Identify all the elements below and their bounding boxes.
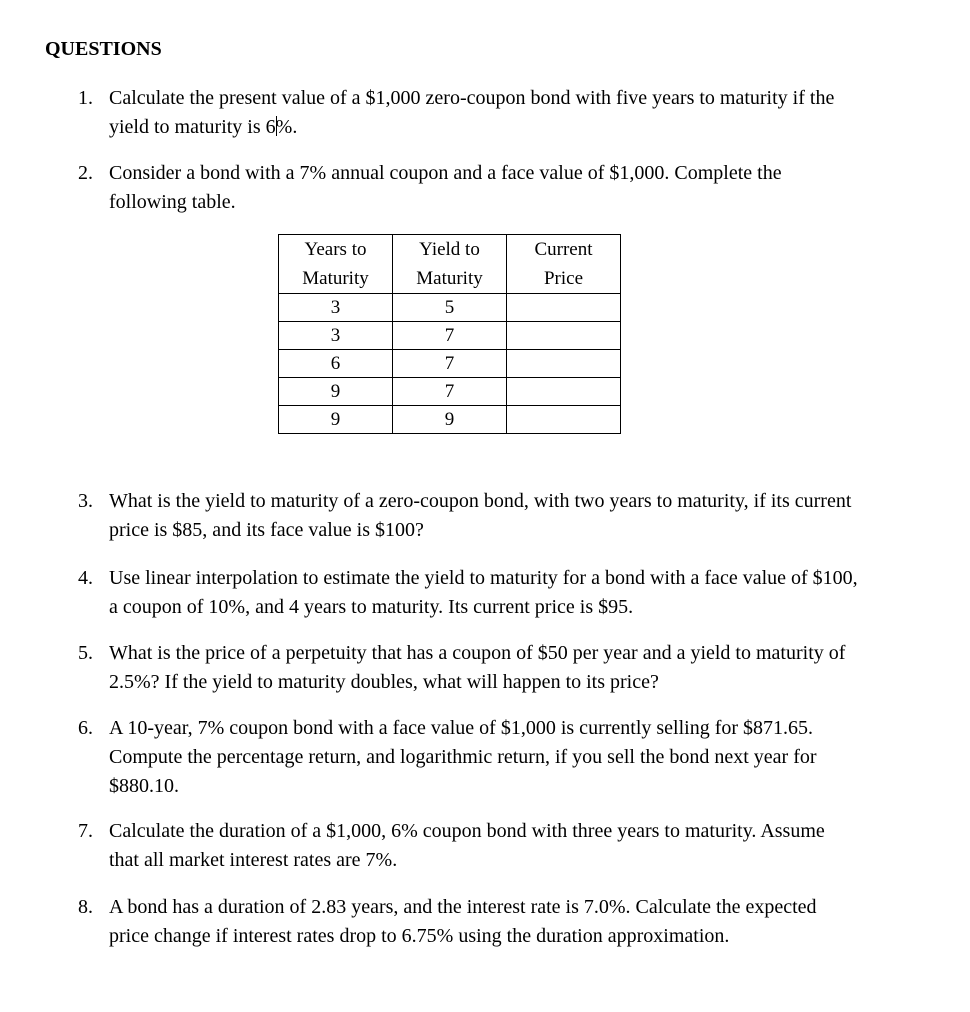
- cell-price[interactable]: [507, 378, 621, 406]
- question-7: [78, 817, 858, 875]
- question-text: What is the price of a perpetuity that has a coupon of $50 per year and a yield to maturity of 2.5%? If the yield to maturity doubles, what will happen to its price?: [109, 642, 846, 693]
- question-4: [78, 564, 858, 622]
- cell-price[interactable]: [507, 294, 621, 322]
- question-2: [78, 159, 858, 217]
- cell-years: 3: [279, 322, 393, 350]
- cell-yield: 7: [393, 378, 507, 406]
- cell-price[interactable]: [507, 406, 621, 434]
- cell-years: 9: [279, 378, 393, 406]
- table-row: [279, 294, 621, 322]
- cell-yield: 5: [393, 294, 507, 322]
- table-header-row: [279, 235, 621, 294]
- bond-table: [278, 234, 621, 434]
- question-1: [78, 84, 858, 142]
- table-row: [279, 322, 621, 350]
- question-3: [78, 487, 858, 545]
- question-number: 4.: [78, 567, 93, 589]
- question-text: What is the yield to maturity of a zero-coupon bond, with two years to maturity, if its current price is $85, and its face value is $100?: [109, 490, 852, 541]
- cell-price[interactable]: [507, 350, 621, 378]
- question-text: Use linear interpolation to estimate the yield to maturity for a bond with a face value of $100, a coupon of 10%, and 4 years to maturity. Its current price is $95.: [109, 567, 858, 618]
- page-heading: QUESTIONS: [45, 38, 162, 60]
- cell-yield: 9: [393, 406, 507, 434]
- question-text: Calculate the duration of a $1,000, 6% coupon bond with three years to maturity. Assume that all market interest rates are 7%.: [109, 820, 825, 871]
- question-text-part-b: %.: [275, 116, 298, 138]
- question-text: Consider a bond with a 7% annual coupon and a face value of $1,000. Complete the following table.: [109, 162, 782, 213]
- question-number: 8.: [78, 896, 93, 918]
- question-number: 5.: [78, 642, 93, 664]
- question-number: 1.: [78, 87, 93, 109]
- cell-years: 3: [279, 294, 393, 322]
- cell-yield: 7: [393, 322, 507, 350]
- cell-price[interactable]: [507, 322, 621, 350]
- cell-yield: 7: [393, 350, 507, 378]
- question-number: 6.: [78, 717, 93, 739]
- table-row: [279, 406, 621, 434]
- header-yield-to-maturity: Yield to Maturity: [393, 235, 507, 294]
- question-number: 2.: [78, 162, 93, 184]
- question-text: A bond has a duration of 2.83 years, and the interest rate is 7.0%. Calculate the expected price change if interest rates drop to 6.75% using the duration approximation.: [109, 896, 817, 947]
- table-row: [279, 378, 621, 406]
- header-current-price: Current Price: [507, 235, 621, 294]
- question-8: [78, 893, 858, 951]
- question-text: [109, 84, 858, 142]
- question-5: [78, 639, 858, 697]
- question-text: A 10-year, 7% coupon bond with a face value of $1,000 is currently selling for $871.65. Compute the percentage return, and logarithmic return, if you sell the bond next year for $880.10.: [109, 717, 817, 797]
- question-number: 7.: [78, 820, 93, 842]
- cell-years: 9: [279, 406, 393, 434]
- header-years-to-maturity: Years to Maturity: [279, 235, 393, 294]
- question-6: [78, 714, 858, 801]
- question-text-part-a: Calculate the present value of a $1,000 zero-coupon bond with five years to maturity if the yield to maturity is 6: [109, 87, 835, 138]
- cell-years: 6: [279, 350, 393, 378]
- question-number: 3.: [78, 490, 93, 512]
- table-row: [279, 350, 621, 378]
